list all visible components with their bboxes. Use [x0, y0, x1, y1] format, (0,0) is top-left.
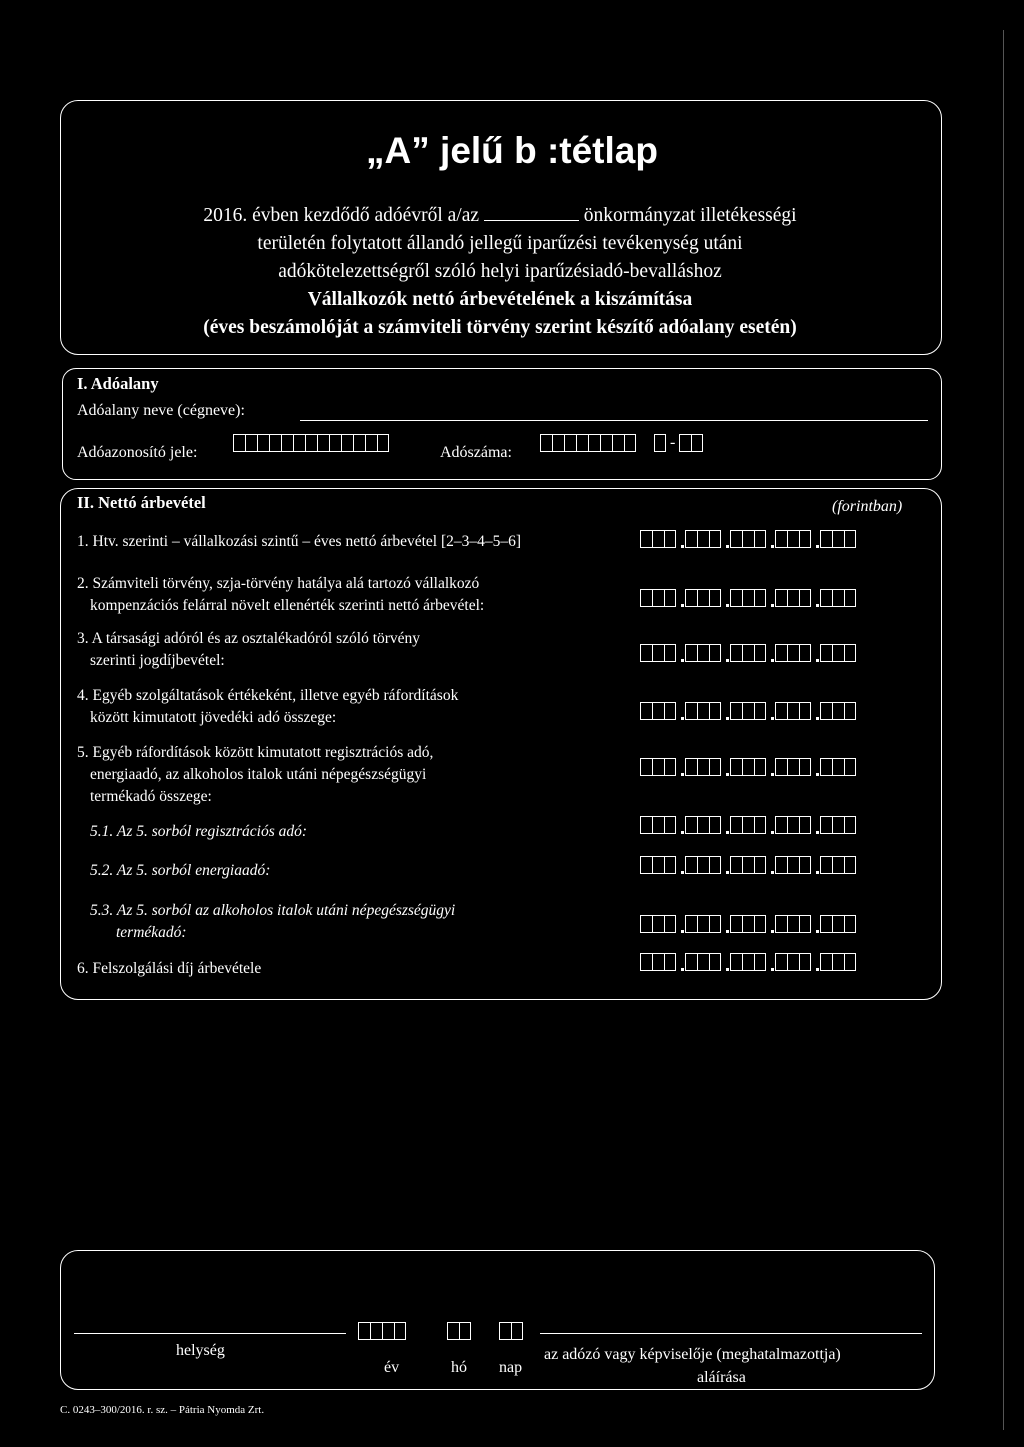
amount-digit-group	[730, 816, 766, 834]
amount-digit-group	[730, 530, 766, 548]
amount-digit-group	[820, 589, 856, 607]
thousands-separator	[816, 915, 820, 933]
tax-number-field[interactable]: -	[540, 430, 703, 452]
place-label: helység	[176, 1342, 225, 1359]
signature-label-2: aláírása	[697, 1369, 746, 1386]
thousands-separator	[771, 644, 775, 662]
thousands-separator	[681, 702, 685, 720]
amount-digit-group	[820, 816, 856, 834]
amount-field-6[interactable]	[640, 953, 861, 971]
row-4: 4. Egyéb szolgáltatások értékeként, illetve egyéb ráfordítások között kimutatott jövedéki adó összege:	[77, 687, 459, 726]
amount-digit-group	[820, 644, 856, 662]
id-field[interactable]	[233, 430, 389, 452]
amount-digit-group	[730, 644, 766, 662]
section-adoalany-title: I. Adóalany	[77, 374, 159, 393]
year-label: év	[384, 1359, 400, 1376]
right-edge-line	[1003, 30, 1004, 1430]
signature-frame	[60, 1250, 935, 1390]
amount-digit-group	[730, 589, 766, 607]
thousands-separator	[726, 644, 730, 662]
thousands-separator	[816, 856, 820, 874]
amount-field-5[interactable]	[640, 758, 861, 776]
thousands-separator	[726, 530, 730, 548]
amount-digit-group	[820, 915, 856, 933]
thousands-separator	[816, 702, 820, 720]
row-5: 5. Egyéb ráfordítások között kimutatott regisztrációs adó, energiaadó, az alkoholos italok utáni népegészségügyi termékadó összege:	[77, 744, 434, 805]
amount-digit-group	[820, 856, 856, 874]
thousands-separator	[726, 758, 730, 776]
amount-digit-group	[640, 702, 676, 720]
row-3: 3. A társasági adóról és az osztalékadóról szóló törvény szerinti jogdíjbevétel:	[77, 630, 421, 669]
amount-digit-group	[685, 953, 721, 971]
intro-line-1: 2016. évben kezdődő adóévről a/az önkormányzat illetékességi	[203, 205, 797, 226]
thousands-separator	[726, 816, 730, 834]
amount-digit-group	[775, 530, 811, 548]
amount-digit-group	[640, 644, 676, 662]
amount-digit-group	[775, 915, 811, 933]
thousands-separator	[681, 915, 685, 933]
thousands-separator	[771, 758, 775, 776]
thousands-separator	[816, 758, 820, 776]
amount-digit-group	[640, 758, 676, 776]
row-5-3: 5.3. Az 5. sorból az alkoholos italok utáni népegészségügyi termékadó:	[90, 902, 456, 941]
id-cells	[233, 434, 389, 452]
amount-digit-group	[640, 856, 676, 874]
section-netto-title: II. Nettó árbevétel	[77, 493, 206, 512]
amount-field-5-3[interactable]	[640, 915, 861, 933]
place-line[interactable]	[74, 1333, 346, 1334]
amount-digit-group	[640, 530, 676, 548]
amount-digit-group	[820, 758, 856, 776]
thousands-separator	[681, 589, 685, 607]
month-label: hó	[451, 1359, 467, 1376]
thousands-separator	[681, 530, 685, 548]
thousands-separator	[681, 758, 685, 776]
thousands-separator	[771, 702, 775, 720]
thousands-separator	[681, 644, 685, 662]
day-label: nap	[499, 1359, 523, 1376]
amount-field-1[interactable]	[640, 530, 861, 548]
amount-digit-group	[730, 702, 766, 720]
thousands-separator	[771, 589, 775, 607]
amount-field-3[interactable]	[640, 644, 861, 662]
amount-digit-group	[775, 702, 811, 720]
thousands-separator	[681, 816, 685, 834]
amount-digit-group	[685, 702, 721, 720]
name-label: Adóalany neve (cégneve):	[77, 402, 245, 419]
amount-digit-group	[685, 758, 721, 776]
signature-label-1: az adózó vagy képviselője (meghatalmazottja)	[544, 1346, 841, 1363]
row-2: 2. Számviteli törvény, szja-törvény hatálya alá tartozó vállalkozó kompenzációs felárral növelt ellenérték szerinti nettó árbevétel:	[77, 575, 485, 614]
amount-digit-group	[685, 816, 721, 834]
thousands-separator	[771, 953, 775, 971]
amount-digit-group	[685, 856, 721, 874]
intro-line-4: Vállalkozók nettó árbevételének a kiszámítása	[307, 289, 693, 310]
amount-digit-group	[775, 758, 811, 776]
amount-digit-group	[775, 589, 811, 607]
thousands-separator	[726, 856, 730, 874]
amount-field-5-2[interactable]	[640, 856, 861, 874]
intro-line-5: (éves beszámolóját a számviteli törvény szerint készítő adóalany esetén)	[203, 317, 797, 338]
amount-digit-group	[820, 953, 856, 971]
thousands-separator	[771, 915, 775, 933]
amount-digit-group	[730, 758, 766, 776]
thousands-separator	[771, 816, 775, 834]
amount-digit-group	[685, 530, 721, 548]
thousands-separator	[726, 915, 730, 933]
amount-digit-group	[685, 644, 721, 662]
form-code: C. 0243–300/2016. r. sz. – Pátria Nyomda Zrt.	[60, 1404, 265, 1416]
date-year-field[interactable]	[358, 1318, 406, 1340]
amount-digit-group	[820, 530, 856, 548]
amount-digit-group	[730, 915, 766, 933]
row-1: 1. Htv. szerinti – vállalkozási szintű – éves nettó árbevétel [2–3–4–5–6]	[77, 533, 522, 550]
amount-digit-group	[640, 953, 676, 971]
date-month-field[interactable]	[447, 1318, 471, 1340]
row-5-1: 5.1. Az 5. sorból regisztrációs adó:	[90, 823, 308, 840]
thousands-separator	[816, 644, 820, 662]
thousands-separator	[726, 702, 730, 720]
row-5-2: 5.2. Az 5. sorból energiaadó:	[90, 862, 271, 879]
amount-digit-group	[775, 644, 811, 662]
thousands-separator	[681, 953, 685, 971]
intro-line-3: adókötelezettségről szóló helyi iparűzésiadó-bevalláshoz	[278, 261, 722, 282]
thousands-separator	[816, 530, 820, 548]
signature-line[interactable]	[540, 1333, 922, 1334]
id-label: Adóazonosító jele:	[77, 444, 198, 461]
date-day-field[interactable]	[499, 1318, 523, 1340]
amount-digit-group	[730, 856, 766, 874]
thousands-separator	[816, 589, 820, 607]
thousands-separator	[771, 856, 775, 874]
thousands-separator	[816, 816, 820, 834]
amount-field-4[interactable]	[640, 702, 861, 720]
name-field[interactable]	[300, 420, 928, 421]
amount-digit-group	[685, 589, 721, 607]
amount-digit-group	[775, 816, 811, 834]
municipality-blank[interactable]	[484, 220, 579, 221]
amount-digit-group	[730, 953, 766, 971]
thousands-separator	[816, 953, 820, 971]
amount-digit-group	[685, 915, 721, 933]
page-title: „A” jelű b :tétlap	[366, 130, 658, 171]
thousands-separator	[726, 589, 730, 607]
intro-line-2: területén folytatott állandó jellegű iparűzési tevékenység utáni	[257, 233, 743, 254]
amount-digit-group	[640, 915, 676, 933]
amount-digit-group	[640, 589, 676, 607]
amount-digit-group	[640, 816, 676, 834]
thousands-separator	[771, 530, 775, 548]
thousands-separator	[681, 856, 685, 874]
row-6: 6. Felszolgálási díj árbevétele	[77, 960, 262, 977]
amount-digit-group	[775, 953, 811, 971]
amount-digit-group	[820, 702, 856, 720]
amount-field-5-1[interactable]	[640, 816, 861, 834]
amount-field-2[interactable]	[640, 589, 861, 607]
thousands-separator	[726, 953, 730, 971]
amount-digit-group	[775, 856, 811, 874]
unit-label: (forintban)	[832, 498, 903, 515]
tax-label: Adószáma:	[440, 444, 512, 461]
section-adoalany	[62, 368, 942, 480]
intro-text	[60, 202, 940, 342]
